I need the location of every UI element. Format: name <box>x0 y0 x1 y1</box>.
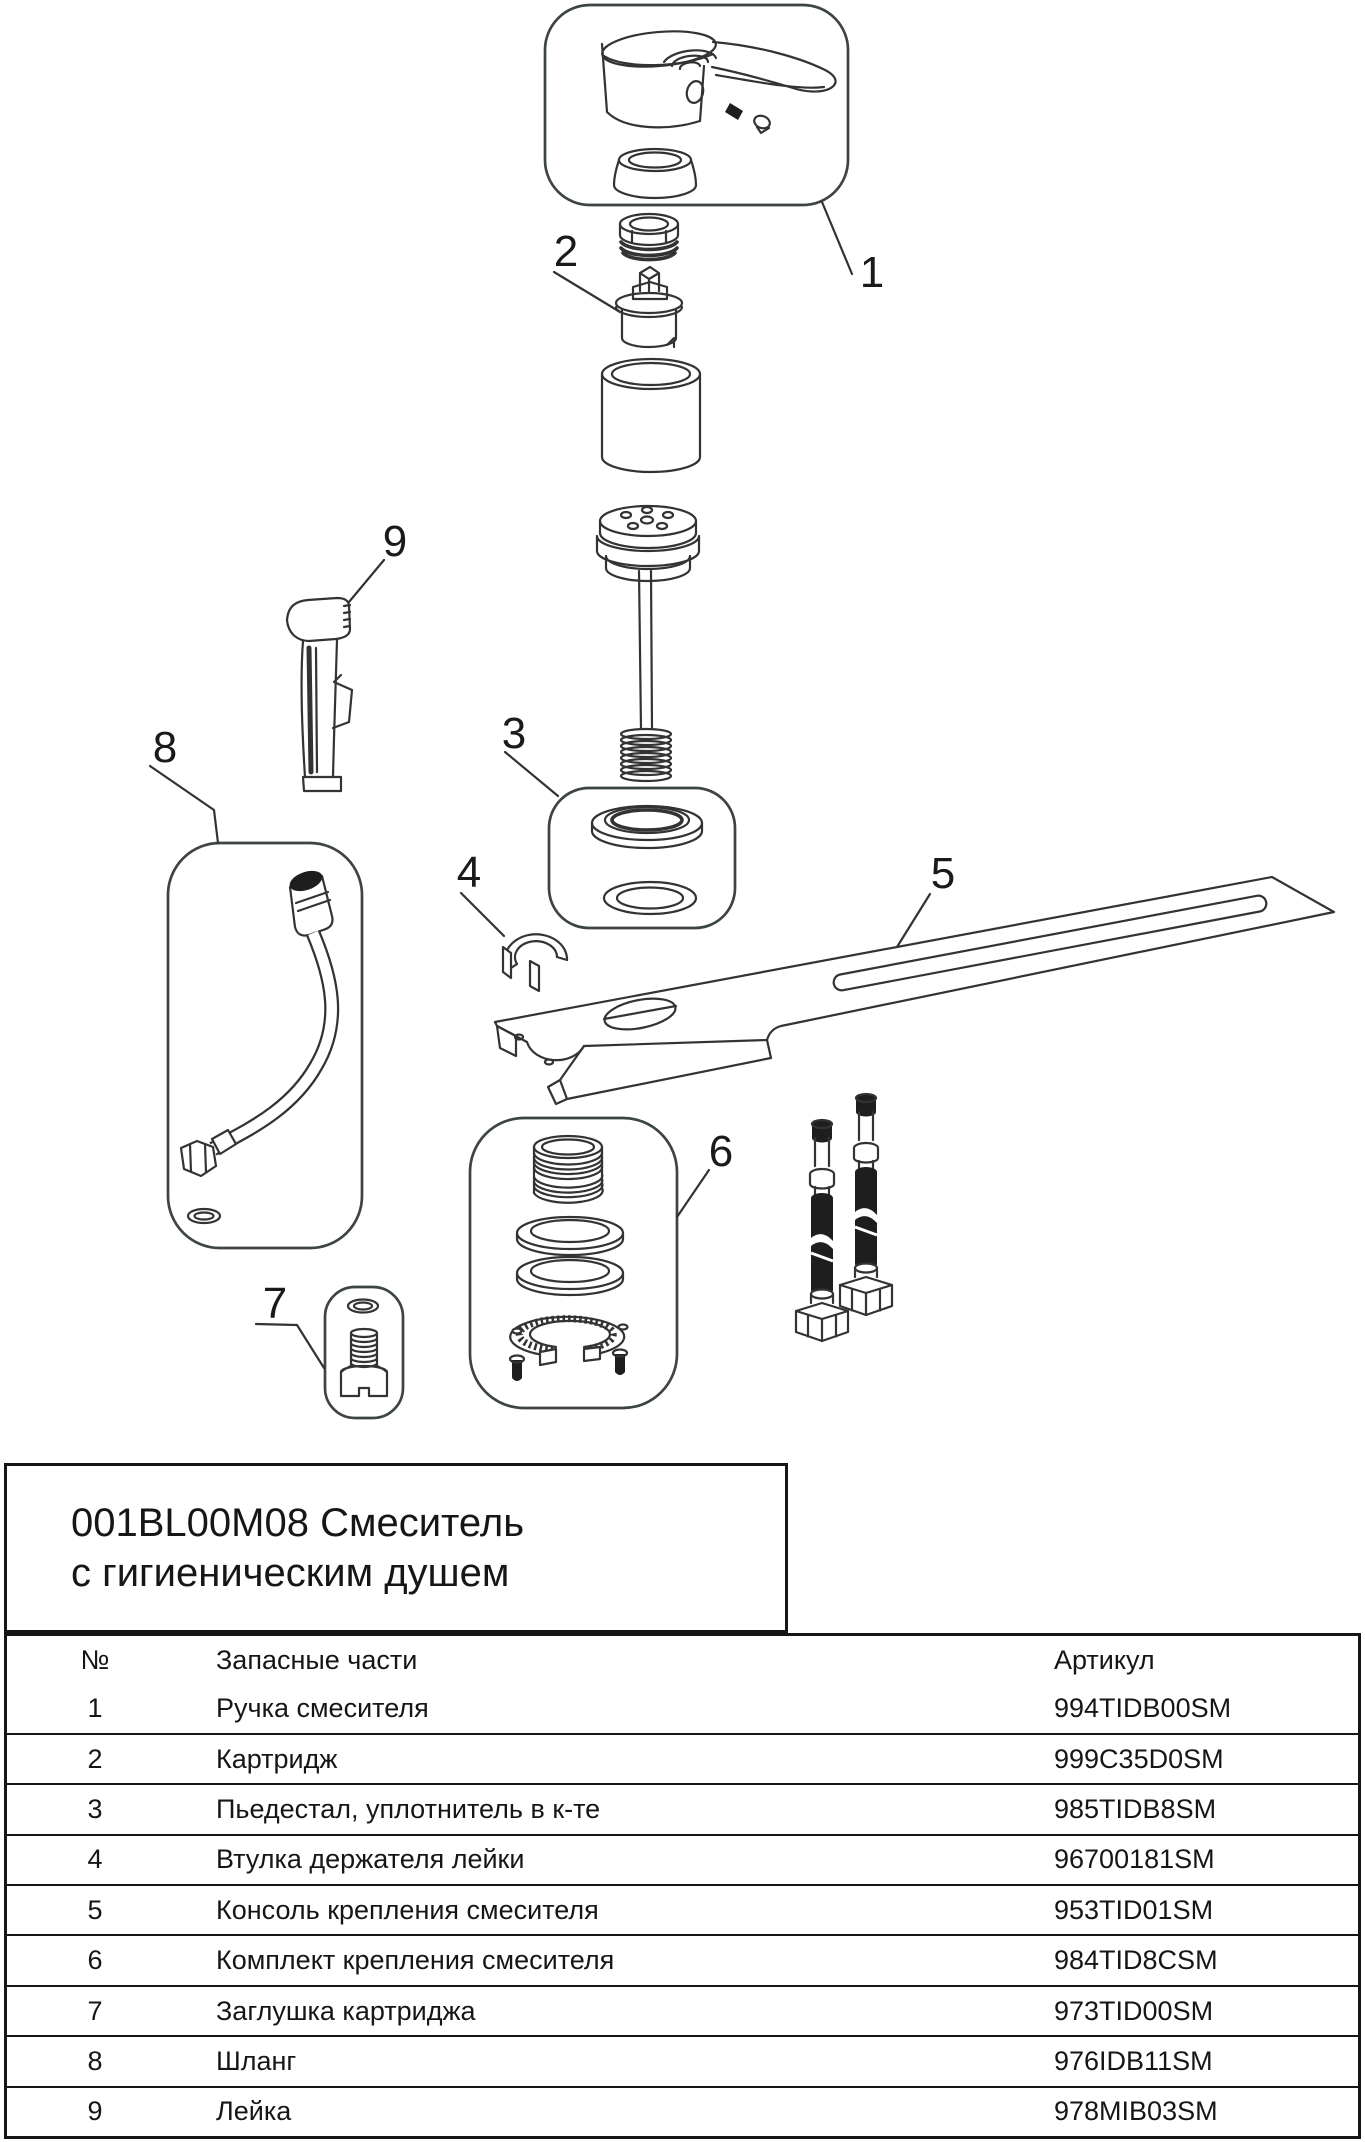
header-parts: Запасные части <box>216 1644 418 1675</box>
table-row <box>7 1783 1358 1833</box>
part-clip-group <box>461 893 567 991</box>
product-title-line1: 001BL00M08 Смеситель <box>71 1501 525 1545</box>
product-title-line2: с гигиеническим душем <box>71 1551 510 1595</box>
part-handle-group <box>545 5 852 274</box>
table-row <box>7 1834 1358 1884</box>
table-row <box>7 1985 1358 2035</box>
row-num: 8 <box>87 2045 103 2076</box>
article-code: 973TID00SM <box>1054 1995 1214 2026</box>
part-name: Заглушка картриджа <box>216 1995 476 2026</box>
part-1-box <box>545 5 848 205</box>
part-handshower-group <box>287 560 384 791</box>
part-name: Ручка смесителя <box>216 1693 429 1724</box>
article-code: 96700181SM <box>1054 1844 1215 1875</box>
row-num: 2 <box>87 1743 103 1774</box>
callout-line-4 <box>461 893 504 936</box>
article-code: 976IDB11SM <box>1054 2045 1213 2076</box>
part-name: Втулка держателя лейки <box>216 1844 525 1875</box>
callout-line-5 <box>897 894 930 947</box>
callout-line-9 <box>349 560 384 602</box>
parts-table <box>4 1633 1361 2139</box>
callout-2: 2 <box>553 227 579 276</box>
part-name: Комплект крепления смесителя <box>216 1945 615 1976</box>
callout-5: 5 <box>930 849 956 898</box>
part-name: Шланг <box>216 2045 297 2076</box>
part-name: Картридж <box>216 1743 338 1774</box>
article-code: 984TID8CSM <box>1054 1945 1218 1976</box>
callout-1: 1 <box>859 248 885 297</box>
table-row <box>7 2035 1358 2085</box>
callout-line-6 <box>677 1170 709 1217</box>
callout-3: 3 <box>501 709 527 758</box>
article-code: 999C35D0SM <box>1054 1743 1224 1774</box>
article-code: 985TIDB8SM <box>1054 1793 1217 1824</box>
callout-line-8 <box>150 766 218 843</box>
part-pedestal-group <box>505 752 735 928</box>
callout-4: 4 <box>456 848 482 897</box>
part-supply-hoses <box>796 1094 892 1341</box>
part-disc-and-rod <box>597 506 699 781</box>
table-row <box>7 1684 1358 1732</box>
row-num: 3 <box>87 1793 103 1824</box>
part-6-box <box>470 1118 677 1408</box>
callout-line-1 <box>822 202 852 274</box>
table-row <box>7 1934 1358 1984</box>
row-num: 6 <box>87 1945 103 1976</box>
callout-line-2 <box>554 272 620 312</box>
row-num: 5 <box>87 1894 103 1925</box>
part-mountkit-group <box>470 1118 709 1408</box>
header-num: № <box>80 1644 110 1675</box>
part-hose-group <box>150 766 362 1248</box>
header-article: Артикул <box>1054 1644 1155 1675</box>
callout-7: 7 <box>262 1279 288 1328</box>
callout-8: 8 <box>152 723 178 772</box>
table-row <box>7 1884 1358 1934</box>
table-row <box>7 1733 1358 1783</box>
callout-line-3 <box>505 752 558 796</box>
row-num: 9 <box>87 2096 103 2127</box>
row-num: 4 <box>87 1844 103 1875</box>
set-screw <box>725 103 743 120</box>
part-name: Пьедестал, уплотнитель в к-те <box>216 1793 601 1824</box>
article-code: 953TID01SM <box>1054 1894 1214 1925</box>
part-body-cylinder <box>602 359 700 472</box>
article-code: 978MIB03SM <box>1054 2096 1218 2127</box>
part-name: Лейка <box>216 2096 292 2127</box>
row-num: 7 <box>87 1995 103 2026</box>
callout-9: 9 <box>382 517 408 566</box>
table-row <box>7 2086 1358 2136</box>
part-name: Консоль крепления смесителя <box>216 1894 599 1925</box>
callout-6: 6 <box>708 1127 734 1176</box>
table-header-row <box>7 1636 1358 1684</box>
row-num: 1 <box>87 1693 103 1724</box>
callout-line-7 <box>256 1324 324 1368</box>
article-code: 994TIDB00SM <box>1054 1693 1232 1724</box>
product-title-box <box>4 1463 788 1633</box>
